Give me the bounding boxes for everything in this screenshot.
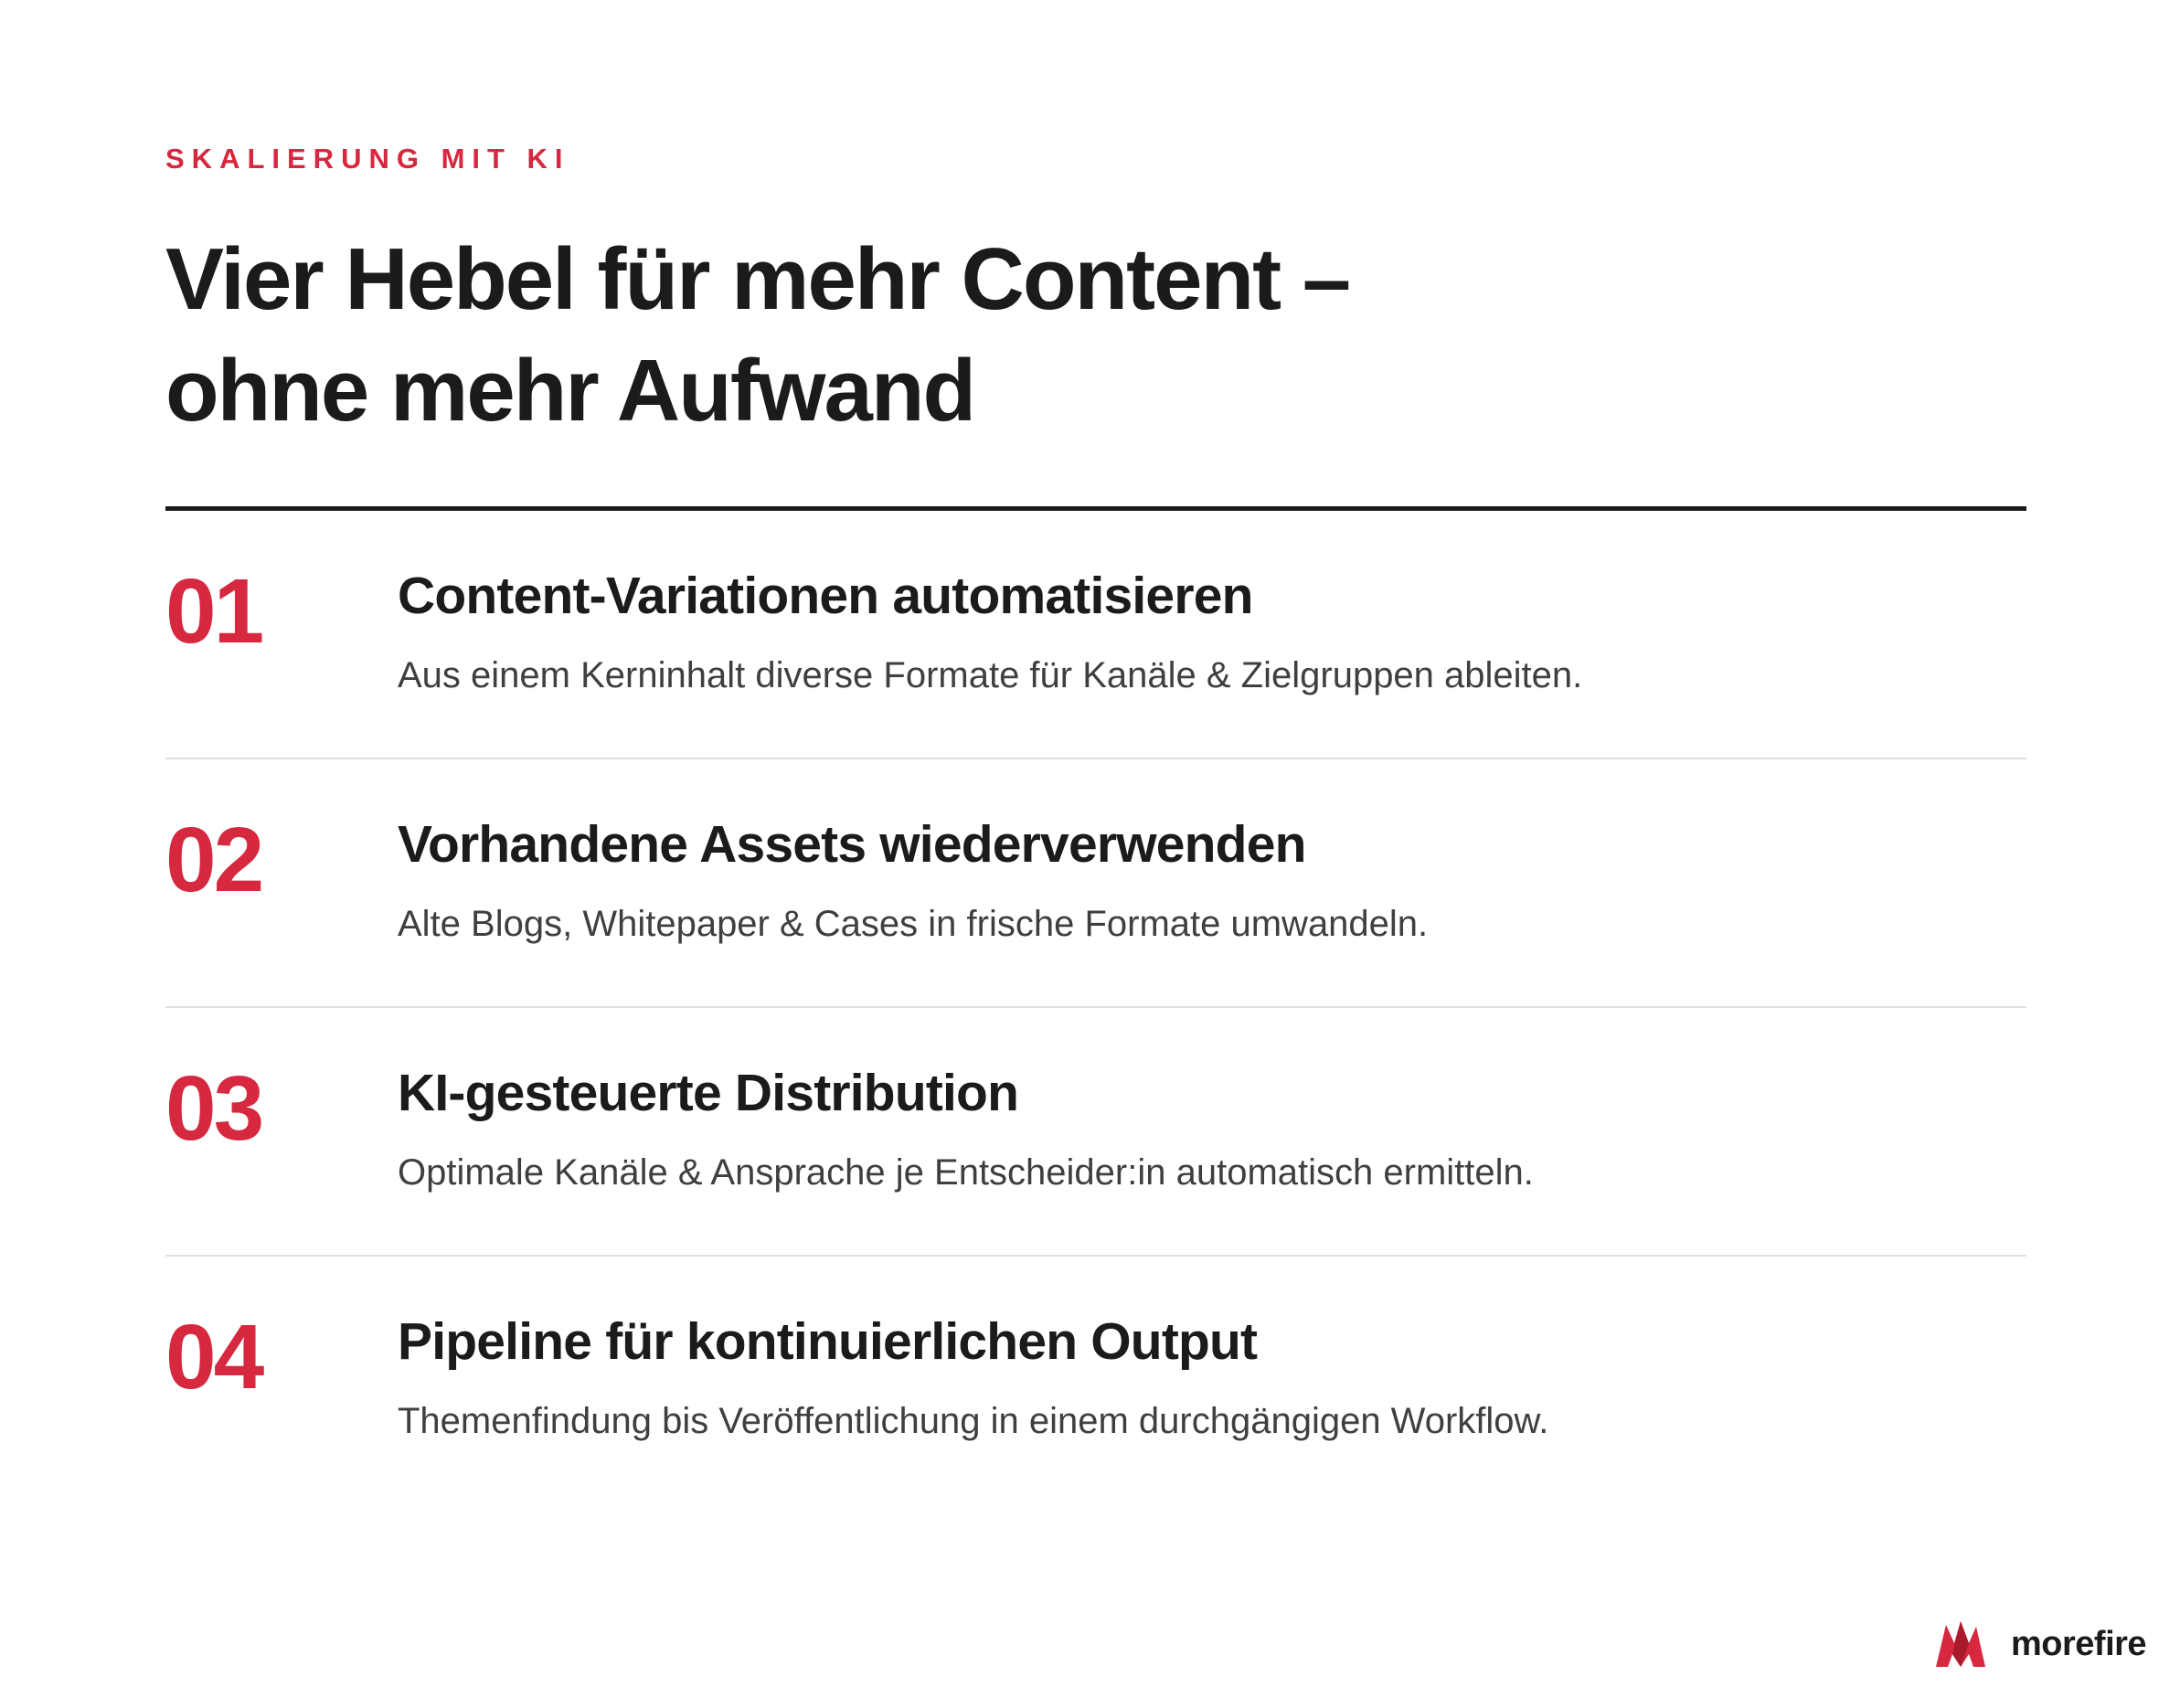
brand-logo <box>1934 1617 2146 1671</box>
page-title-line-2: ohne mehr Aufwand <box>165 342 975 440</box>
brand-name: morefire <box>2011 1624 2147 1663</box>
eyebrow-label: SKALIERUNG MIT KI <box>165 143 570 175</box>
lever-list <box>165 511 2026 1505</box>
item-title: Content-Variationen automatisieren <box>398 567 1253 625</box>
item-title: Vorhandene Assets wiederverwenden <box>398 815 1306 874</box>
page-title-line-1: Vier Hebel für mehr Content – <box>165 230 1350 328</box>
item-description: Aus einem Kerninhalt diverse Formate für Kanäle & Zielgruppen ableiten. <box>398 655 1583 695</box>
item-number: 03 <box>165 1057 262 1160</box>
item-title: Pipeline für kontinuierlichen Output <box>398 1312 1258 1371</box>
list-item <box>165 511 2026 759</box>
item-number: 01 <box>165 560 262 663</box>
morefire-flame-logo-icon <box>1934 1619 1987 1669</box>
item-description: Themenfindung bis Veröffentlichung in einem durchgängigen Workflow. <box>398 1401 1549 1441</box>
item-title: KI-gesteuerte Distribution <box>398 1064 1019 1122</box>
item-description: Alte Blogs, Whitepaper & Cases in frische Formate umwandeln. <box>398 904 1429 944</box>
item-number: 04 <box>165 1306 262 1408</box>
list-item <box>165 759 2026 1008</box>
list-item <box>165 1008 2026 1257</box>
item-description: Optimale Kanäle & Ansprache je Entscheider:in automatisch ermitteln. <box>398 1152 1534 1193</box>
list-item <box>165 1257 2026 1505</box>
page-title <box>165 224 1811 447</box>
item-number: 02 <box>165 809 262 911</box>
